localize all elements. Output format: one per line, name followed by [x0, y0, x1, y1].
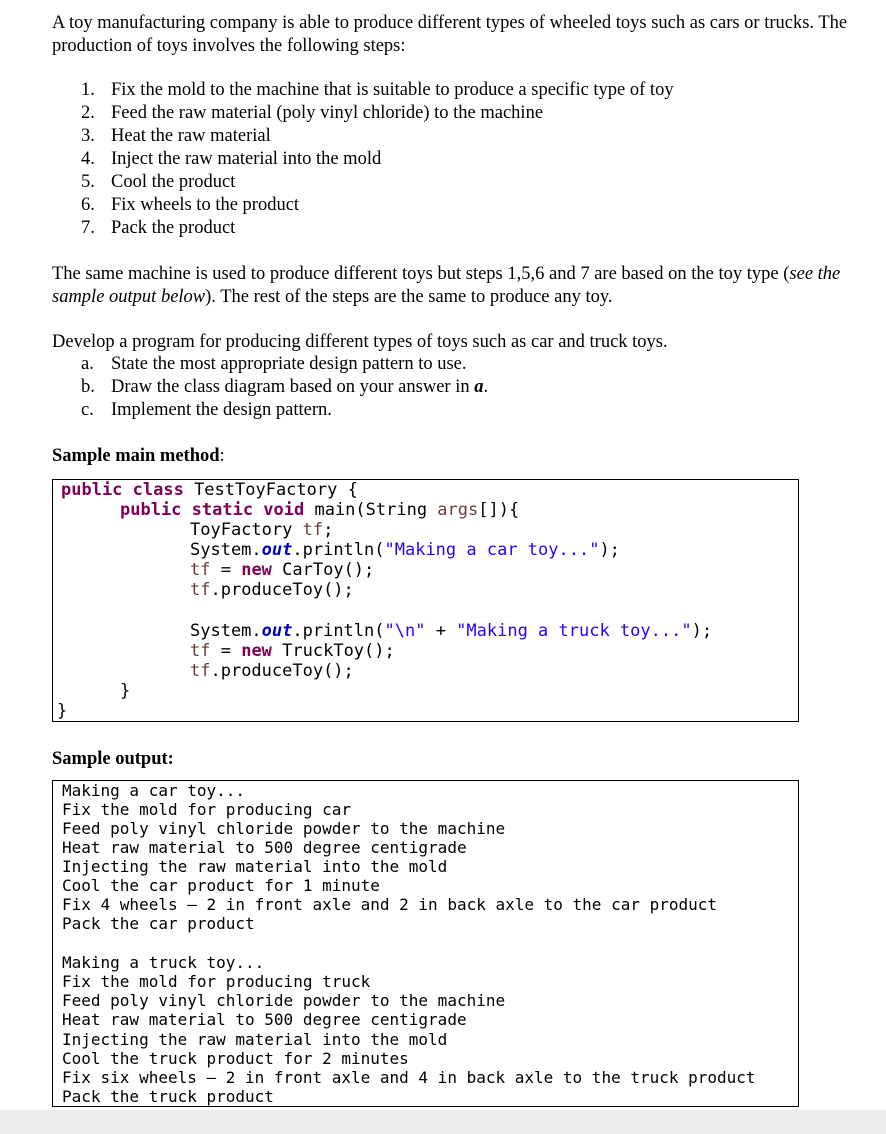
- output-line: Fix the mold for producing truck: [62, 972, 371, 991]
- output-line: Feed poly vinyl chloride powder to the machine: [62, 819, 506, 838]
- page-bottom-strip: [0, 1110, 886, 1134]
- code-line: public class TestToyFactory {: [61, 480, 358, 500]
- output-line: Pack the car product: [62, 914, 255, 933]
- code-line: tf = new CarToy();: [190, 560, 375, 580]
- sample-output-heading: Sample output:: [52, 749, 174, 769]
- output-line: Heat raw material to 500 degree centigrade: [62, 1010, 467, 1029]
- task-paragraph: Develop a program for producing different types of toys such as car and truck toys.: [52, 332, 668, 352]
- output-line: Injecting the raw material into the mold: [62, 1030, 448, 1049]
- code-line: ToyFactory tf;: [190, 520, 334, 540]
- main-method-heading: Sample main method:: [52, 446, 225, 466]
- output-line: Making a truck toy...: [62, 953, 265, 972]
- code-line: }: [120, 681, 131, 701]
- code-line: System.out.println("Making a car toy...");: [190, 540, 620, 560]
- output-line: Fix 4 wheels – 2 in front axle and 2 in back axle to the car product: [62, 895, 718, 914]
- output-line: Feed poly vinyl chloride powder to the machine: [62, 991, 506, 1010]
- code-line: tf.produceToy();: [190, 661, 354, 681]
- code-line: System.out.println("\n" + "Making a truck toy...");: [190, 621, 713, 641]
- code-line: public static void main(String args[]){: [120, 500, 520, 520]
- output-line: Fix six wheels – 2 in front axle and 4 in back axle to the truck product: [62, 1068, 756, 1087]
- intro-paragraph: A toy manufacturing company is able to produce different types of wheeled toys such as cars or trucks. The production of toys involves the following steps:: [52, 13, 848, 56]
- output-line: Pack the truck product: [62, 1087, 274, 1106]
- output-line: Fix the mold for producing car: [62, 800, 351, 819]
- code-line: }: [57, 701, 68, 721]
- output-line: Making a car toy...: [62, 781, 246, 800]
- output-line: Injecting the raw material into the mold: [62, 857, 448, 876]
- output-line: Cool the car product for 1 minute: [62, 876, 380, 895]
- toy-type-paragraph: The same machine is used to produce different toys but steps 1,5,6 and 7 are based on the toy type (see the sample output below). The rest of the steps are the same to produce any toy.: [52, 264, 841, 307]
- code-line: tf.produceToy();: [190, 580, 354, 600]
- output-line: Cool the truck product for 2 minutes: [62, 1049, 409, 1068]
- code-line: tf = new TruckToy();: [190, 641, 395, 661]
- output-line: Heat raw material to 500 degree centigrade: [62, 838, 467, 857]
